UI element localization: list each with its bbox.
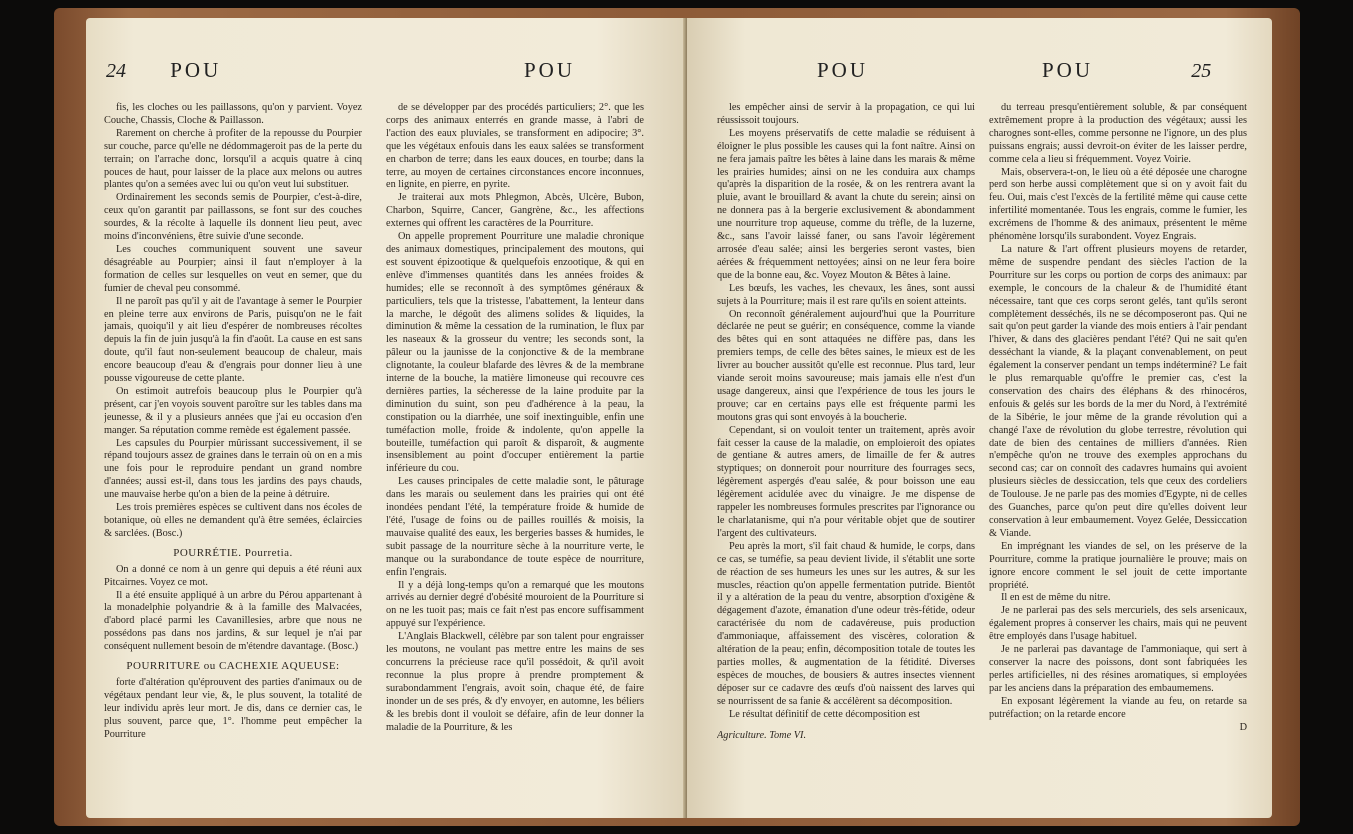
running-head: POU	[524, 58, 576, 82]
entry-heading: POURRÉTIE. Pourretia.	[173, 546, 293, 559]
paragraph: forte d'altération qu'éprouvent des parties d'animaux ou de végétaux pendant leur vie, &, le plus souvent, la totalité de leur individu après leur mort. Je dis, dans ce dernier cas, le plus souvent, parce que, 1°. l'homme peut empêcher la Pourriture	[104, 676, 362, 740]
running-head: POU	[170, 58, 222, 82]
paragraph: Ordinairement les seconds semis de Pourpier, c'est-à-dire, ceux qu'on garantit par paillassons, se font sur des couches sourdes, & la récolte à laquelle ils donnent lieu peut, avec moins d'inconvéniens, être suivie d'une seconde.	[104, 192, 362, 243]
paragraph: On appelle proprement Pourriture une maladie chronique des animaux domestiques, principalement des moutons, qui est souvent épizootique & quelquefois enzootique, & qui en enlève d'immenses quantités dans les années froides & humides; elle se reconnoît à des symptômes généraux & particuliers, tels que la tristesse, l'abattement, la lenteur dans la marche, le dégoût des alimens solides & liquides, la diminution & même la cessation de la rumination, le flux par les naseaux & la grosseur du ventre; les seconds sont, la pâleur ou la jaunisse de la conjonctive & de la membrane clignotante, la couleur blafarde des lèvres & de la membrane interne de la bouche, la matière limoneuse qui recouvre ces dernières parties, la sécheresse de la laine produite par la diminution du suint, son peu d'adhérence à la peau, la constipation ou la diarrhée, une soif inextinguible, enfin une tuméfaction molle, froide & indolente, qu'on appelle la bouteille, tuméfaction qui paroît & disparoît, & augmente insensiblement au point d'occuper entièrement la partie inférieure du cou.	[386, 231, 644, 475]
right-page-number-and-head	[1042, 58, 1211, 83]
left-page-number-and-head	[106, 58, 221, 83]
paragraph: Je traiterai aux mots Phlegmon, Abcès, Ulcère, Bubon, Charbon, Squirre, Cancer, Gangrène, &c., les affections externes qui offrent les caractères de la Pourriture.	[386, 192, 644, 230]
paragraph: Il ne paroît pas qu'il y ait de l'avantage à semer le Pourpier en pleine terre aux environs de Paris, puisqu'on ne le fait jamais, quoiqu'il y ait lieu d'espérer de nombreuses récoltes depuis la fin de juin jusqu'à la fin d'août. La cause en est sans doute, qu'il faut non-seulement beaucoup de chaleur, mais encore beaucoup d'eau & d'engrais pour donner lieu à une pousse vigoureuse de cette plante.	[104, 295, 362, 385]
paragraph: Rarement on cherche à profiter de la repousse du Pourpier sur couche, parce qu'elle ne dédommageroit pas de la perte du terrain; on l'arrache donc, lorsqu'il a acquis quatre à cinq pouces de haut, pour laisser de la place aux melons ou autres plantes qu'on a semées avec lui ou qu'on veut lui substituer.	[104, 127, 362, 191]
paragraph: Mais, observera-t-on, le lieu où a été déposée une charogne perd son herbe aussi complètement que si on y avoit fait du feu. Oui, mais c'est l'excès de la fertilité même qui cause cette infertilité momentanée. Tous les engrais, comme le fumier, les excrémens de l'homme & des animaux, présentent le même phénomène lorsqu'ils surabondent. Voyez Engrais.	[989, 166, 1247, 243]
page-number: 25	[1191, 60, 1212, 82]
paragraph: du terreau presqu'entièrement soluble, & par conséquent extrêmement propre à la production des végétaux; aussi les charognes sont-elles, comme personne ne l'ignore, un des plus puissans engrais; aussi devroit-on éviter de les laisser perdre, comme cela a lieu si fréquemment. Voyez Voirie.	[989, 102, 1247, 165]
paragraph: Il y a déjà long-temps qu'on a remarqué que les moutons arrivés au dernier degré d'obésité mouroient de la Pourriture si on ne les tuoit pas; mais ce fait n'est pas encore suffisamment appuyé sur l'expérience.	[386, 579, 644, 630]
paragraph: Les capsules du Pourpier mûrissant successivement, il se répand toujours assez de graines dans le terrain où on en a mis une fois pour le reproduire pendant un grand nombre d'années; aussi est-il, dans tous les jardins des pays chauds, une mauvaise herbe qu'on a bien de la peine à détruire.	[104, 437, 362, 501]
paragraph: de se développer par des procédés particuliers; 2°. que les corps des animaux enterrés en grande masse, à l'abri de l'action des eaux pluviales, se transforment en adipocire; 3°. que les végétaux enfouis dans les eaux salées se transforment en charbon de terre; dans les eaux douces, en tourbe; dans la terre, au moyen de certaines circonstances encore inconnues, en lignite, en pierre, en pyrite.	[386, 102, 644, 191]
paragraph: En exposant légèrement la viande au feu, on retarde sa putréfaction; on la retarde encore	[989, 695, 1247, 720]
signature-mark: D	[1239, 721, 1247, 733]
right-page	[687, 18, 1272, 818]
volume-footer: Agriculture. Tome VI.	[717, 729, 807, 741]
paragraph: On reconnoît généralement aujourd'hui que la Pourriture déclarée ne peut se guérir; en conséquence, comme la viande des bêtes qui en sont attaquées ne diffère pas, dans les premiers temps, de celle des bêtes saines, le mieux est de les livrer au boucher aussitôt qu'elle est reconnue. Plus tard, leur viande seroit moins savoureuse; mais jamais elle n'est d'un usage dangereux, ainsi que l'expérience de tous les jours le prouve; car en certains pays elle est fréquente parmi les moutons gras qui sont envoyés à la boucherie.	[717, 308, 975, 423]
paragraph: Les causes principales de cette maladie sont, le pâturage dans les marais ou seulement dans les prairies qui ont été inondées pendant l'été, la température froide & humide de l'été, l'usage de foins ou de pailles rouillés & moisis, la mauvaise qualité des eaux, les bergeries basses & humides, le subit passage de la nourriture sèche à la nourriture verte, le manque ou la surabondance de toute espèce de nourriture, enfin l'engrais.	[386, 476, 644, 578]
paragraph: On estimoit autrefois beaucoup plus le Pourpier qu'à présent, car j'en voyois souvent paroître sur les tables dans ma jeunesse, & il y a plusieurs années que j'ai eu occasion d'en manger. Sa réputation comme remède est également passée.	[104, 385, 362, 436]
text-column-left	[717, 102, 975, 802]
paragraph: Les moyens préservatifs de cette maladie se réduisent à éloigner le plus possible les causes qui la font naître. Ainsi on ne fera jamais paître les bêtes à laine dans les marais & même les prairies humides; ainsi on ne les conduira aux champs qu'après la disparition de la rosée, & on les rentrera avant la pluie, avant le brouillard & avant la chute du serein; ainsi on ne donnera pas à la bergerie exclusivement & abondamment une nourriture trop aqueuse, comme du trèfle, de la luzerne, &c., sans l'avoir laissé faner, ou sans l'avoir légèrement arrosée d'eau salée; ainsi les bergeries seront vastes, bien aérées & fréquemment nettoyées; ainsi on ne leur fera boire que de la bonne eau, &c. Voyez Mouton & Bêtes à laine.	[717, 127, 975, 281]
paragraph: Cependant, si on vouloit tenter un traitement, après avoir fait cesser la cause de la maladie, on emploieroit des opiates de gentiane & autres amers, de limaille de fer & autres styptiques; on donneroit pour nourriture des fourrages secs, légèrement aspergés d'eau salée, & pour boisson une eau légèrement acidulée avec du vinaigre. Je me dispense de rappeler les nombreuses formules prescrites par l'ignorance ou le charlatanisme, qui n'a pour véritable objet que de soutirer l'argent des cultivateurs.	[717, 424, 975, 539]
paragraph: En imprégnant les viandes de sel, on les préserve de la Pourriture, comme la pratique journalière le prouve; mais on ignore encore comment le sel jouit de cette importante propriété.	[989, 540, 1247, 591]
text-column-right	[989, 102, 1247, 802]
left-page	[86, 18, 687, 818]
paragraph: Il a été ensuite appliqué à un arbre du Pérou appartenant à la monadelphie polyandrie & à la famille des Malvacées, d'abord placé parmi les Cavanillesies, arbre que nous ne possédons pas dans nos jardins, & sur lequel je n'ai par conséquent nullement besoin de m'étendre davantage. (Bosc.)	[104, 589, 362, 653]
running-head: POU	[817, 58, 869, 82]
text-column-left	[104, 102, 362, 802]
entry-heading: POURRITURE ou CACHEXIE AQUEUSE:	[126, 660, 340, 673]
paragraph: L'Anglais Blackwell, célèbre par son talent pour engraisser les moutons, ne voulant pas mettre entre les mains de ses concurrens la précieuse race qu'il possédoit, & qu'il avoit reconnue la plus propre à prendre promptement & surabondamment l'engrais, avoit soin, chaque été, de faire inonder un de ses prés, & d'y envoyer, en automne, les béliers & les brebis dont il vouloit se défaire, afin de leur donner la maladie de la Pourriture, & les	[386, 631, 644, 733]
page-number: 24	[106, 60, 126, 82]
paragraph: Je ne parlerai pas des sels mercuriels, des sels arsenicaux, également propres à conserver les chairs, mais qui ne peuvent être employés dans l'usage habituel.	[989, 605, 1247, 643]
paragraph: Les bœufs, les vaches, les chevaux, les ânes, sont aussi sujets à la Pourriture; mais il est rare qu'ils en soient atteints.	[717, 282, 975, 307]
paragraph: fis, les cloches ou les paillassons, qu'on y parvient. Voyez Couche, Chassis, Cloche & Paillasson.	[104, 102, 362, 126]
text-column-right	[386, 102, 644, 802]
running-head: POU	[1042, 58, 1094, 82]
paragraph: Les couches communiquent souvent une saveur désagréable au Pourpier; ainsi il faut n'employer à la formation de celles sur lesquelles on veut en semer, que du fumier de cheval peu consommé.	[104, 243, 362, 294]
paragraph: La nature & l'art offrent plusieurs moyens de retarder, même de suspendre pendant des siècles l'action de la Pourriture sur les corps ou portion de corps des animaux: par exemple, le concours de la chaleur & de l'humidité étant nécessaire, tant que ces corps seront gelés, tant qu'ils seront complètement desséchés, ils ne se décomposeront pas. Qui ne sait qu'on peut garder la viande des mois entiers à l'air pendant l'hiver, & dans des glacières pendant l'été? Qui ne sait qu'en desséchant la viande, & la plaçant convenablement, on peut également la conserver pendant un temps indéterminé? Le fait le plus remarquable qu'offre le premier cas, c'est la conservation des chairs des éléphans & des rhinocéros, enfouis & gelés sur les bords de la mer du Nord, à l'extrémité de la Sibérie, le jour même de la grande révolution qui a changé l'axe de révolution du globe terrestre, révolution qui date de bien des centaines de milliers d'années. Rien n'empêche qu'on ne trouve des exemples approchans du second cas; car on connoît des cadavres humains qui avoient plusieurs siècles de dessiccation, tels que ceux des cordeliers de Toulouse. Je ne parle pas des momies d'Egypte, ni de celles des Guanches, parce qu'on peut dire qu'elles doivent leur conservation à leur embaumement. Voyez Gelée, Dessiccation & Viande.	[989, 243, 1247, 539]
paragraph: Les trois premières espèces se cultivent dans nos écoles de botanique, où elles ne demandent qu'à être semées, éclaircies & sarclées. (Bosc.)	[104, 502, 362, 539]
paragraph: Le résultat définitif de cette décomposition est	[729, 708, 921, 720]
paragraph: Il en est de même du nitre.	[1001, 592, 1111, 604]
paragraph: Peu après la mort, s'il fait chaud & humide, le corps, dans ce cas, se tuméfie, sa peau devient livide, il s'établit une sorte de réaction de ses humeurs les unes sur les autres, & sur les muscles, réaction qu'on appelle fermentation putride. Bientôt il y a altération de la peau du ventre, absorption d'oxigène & dégagement d'azote, émanation d'une odeur très-fétide, odeur caractérisée du nom de cadavéreuse, puis production d'ammoniaque, affaissement des viscères, coloration & altération de la peau; enfin, décomposition totale de toutes les parties molles, & augmentation de la fétidité. Diverses espèces de mouches, de bousiers & autres insectes viennent déposer sur ce cadavre des œufs d'où naissent des larves qui se nourrissent de sa fanie & accélèrent sa décomposition.	[717, 540, 975, 707]
paragraph: On a donné ce nom à un genre qui depuis a été réuni aux Pitcairnes. Voyez ce mot.	[104, 563, 362, 588]
paragraph: les empêcher ainsi de servir à la propagation, ce qui lui réussissoit toujours.	[717, 102, 975, 126]
paragraph: Je ne parlerai pas davantage de l'ammoniaque, qui sert à conserver la nacre des poissons, dont sont fabriquées les perles artificielles, ni des résines aromatiques, si employées par les anciens dans la préparation des embaumemens.	[989, 644, 1247, 694]
